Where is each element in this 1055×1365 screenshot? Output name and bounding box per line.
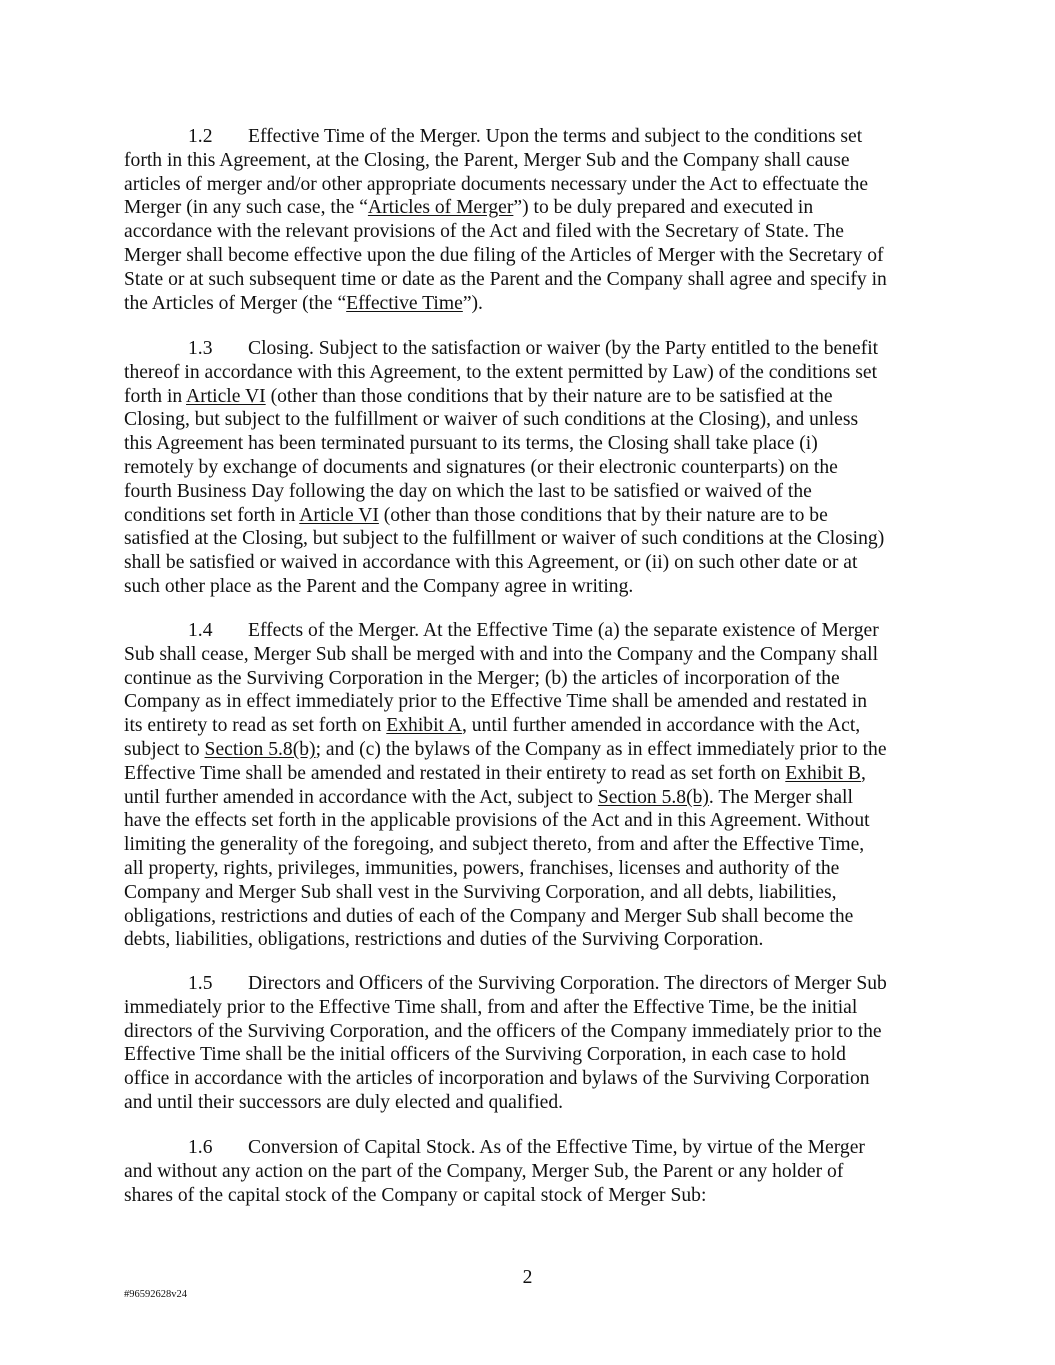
- section-1-3: [124, 337, 936, 599]
- defined-term-reference: Section 5.8(b): [597, 786, 709, 808]
- text-line: [124, 361, 936, 385]
- text-segment: the Articles of Merger (the “: [124, 292, 347, 314]
- text-segment: until further amended in accordance with the Act, subject to: [124, 786, 598, 808]
- text-line: [124, 480, 936, 504]
- text-segment: debts, liabilities, obligations, restrictions and duties of the Surviving Corporation.: [124, 929, 764, 951]
- text-line: [124, 786, 936, 810]
- section-number: 1.6: [188, 1137, 213, 1158]
- defined-term-reference: Exhibit A: [386, 715, 462, 737]
- text-segment: Merger (in any such case, the “: [124, 197, 368, 219]
- text-segment: such other place as the Parent and the Company agree in writing.: [124, 575, 634, 597]
- text-segment: Sub shall cease, Merger Sub shall be merged with and into the Company and the Company shall: [124, 643, 879, 665]
- text-line: [124, 1160, 936, 1184]
- text-segment: remotely by exchange of documents and signatures (or their electronic counterparts) on the: [124, 456, 838, 478]
- text-segment: State or at such subsequent time or date as the Parent and the Company shall agree and specify in: [124, 268, 887, 290]
- text-segment: Company as in effect immediately prior to the Effective Time shall be amended and restated in: [124, 691, 868, 713]
- text-line: [124, 809, 936, 833]
- text-segment: Merger shall become effective upon the due filing of the Articles of Merger with the Secretary of: [124, 244, 884, 266]
- section-1-4: [124, 619, 936, 952]
- text-line: [124, 551, 936, 575]
- text-line: [124, 738, 936, 762]
- text-segment: Directors and Officers of the Surviving Corporation. The directors of Merger Sub: [248, 973, 887, 994]
- page-number: 2: [522, 1267, 533, 1288]
- section-1-5: [124, 972, 936, 1115]
- section-number: 1.3: [188, 338, 213, 359]
- text-segment: immediately prior to the Effective Time shall, from and after the Effective Time, be the initial: [124, 996, 858, 1018]
- text-line: [124, 1184, 936, 1208]
- text-line: [124, 905, 936, 929]
- section-1-6: [124, 1136, 936, 1207]
- text-line: [124, 268, 936, 292]
- text-segment: Closing. Subject to the satisfaction or waiver (by the Party entitled to the benefit: [248, 338, 879, 359]
- text-line: [124, 173, 936, 197]
- text-segment: (other than those conditions that by their nature are to be satisfied at the: [265, 385, 833, 407]
- defined-term-reference: Exhibit B: [785, 762, 861, 784]
- text-segment: conditions set forth in: [124, 504, 300, 526]
- text-segment: ,: [860, 762, 866, 784]
- text-line: [124, 928, 936, 952]
- text-segment: Conversion of Capital Stock. As of the Effective Time, by virtue of the Merger: [248, 1137, 865, 1158]
- text-segment: Company and Merger Sub shall vest in the Surviving Corporation, and all debts, liabilities,: [124, 881, 837, 903]
- text-line: [124, 149, 936, 173]
- section-number: 1.4: [188, 620, 213, 641]
- text-segment: directors of the Surviving Corporation, and the officers of the Company immediately prior to the: [124, 1020, 882, 1042]
- text-segment: ”) to be duly prepared and executed in: [513, 197, 814, 219]
- text-segment: shall be satisfied or waived in accordance with this Agreement, or (ii) on such other date or at: [124, 552, 858, 574]
- text-line: [124, 1067, 936, 1091]
- text-segment: obligations, restrictions and duties of each of the Company and Merger Sub shall become the: [124, 905, 854, 927]
- text-line: [124, 385, 936, 409]
- text-line: [124, 881, 936, 905]
- text-segment: satisfied at the Closing, but subject to the fulfillment or waiver of such conditions at the Closing): [124, 528, 885, 550]
- text-segment: (other than those conditions that by their nature are to be: [378, 504, 828, 526]
- text-segment: forth in: [124, 385, 187, 407]
- text-line: [124, 504, 936, 528]
- text-segment: , until further amended in accordance with the Act,: [461, 715, 861, 737]
- text-segment: accordance with the relevant provisions of the Act and filed with the Secretary of State. The: [124, 221, 845, 243]
- text-segment: Effective Time shall be amended and restated in their entirety to read as set forth on: [124, 762, 786, 784]
- text-segment: Effective Time of the Merger. Upon the terms and subject to the conditions set: [248, 126, 863, 147]
- text-segment: continue as the Surviving Corporation in the Merger; (b) the articles of incorporation of the: [124, 667, 840, 689]
- text-line: [124, 432, 936, 456]
- text-segment: ; and (c) the bylaws of the Company as in effect immediately prior to the: [315, 738, 887, 760]
- text-line: [124, 292, 936, 316]
- text-segment: forth in this Agreement, at the Closing, the Parent, Merger Sub and the Company shall cause: [124, 149, 850, 171]
- text-segment: limiting the generality of the foregoing, and subject thereto, from and after the Effective Time,: [124, 834, 865, 856]
- text-line: [124, 244, 936, 268]
- text-line: [124, 690, 936, 714]
- text-line: [124, 833, 936, 857]
- text-segment: have the effects set forth in the applicable provisions of the Act and in this Agreement. Without: [124, 810, 870, 832]
- section-number: 1.5: [188, 973, 213, 994]
- text-line: [124, 762, 936, 786]
- text-line: [124, 575, 936, 599]
- text-line: [124, 1020, 936, 1044]
- text-segment: Effective Time shall be the initial officers of the Surviving Corporation, in each case to hold: [124, 1044, 846, 1066]
- document-id: #96592628v24: [124, 1289, 187, 1300]
- section-1-2: [124, 125, 936, 315]
- text-segment: Effects of the Merger. At the Effective Time (a) the separate existence of Merger: [248, 620, 879, 641]
- text-line: [124, 196, 936, 220]
- section-number: 1.2: [188, 126, 213, 147]
- defined-term-reference: Effective Time: [346, 292, 463, 314]
- text-line: [124, 220, 936, 244]
- text-line: [124, 643, 936, 667]
- text-segment: . The Merger shall: [708, 786, 853, 808]
- text-segment: Closing, but subject to the fulfillment or waiver of such conditions at the Closing), and unless: [124, 409, 859, 431]
- text-line: [124, 619, 936, 643]
- text-segment: and until their successors are duly elected and qualified.: [124, 1091, 564, 1113]
- text-line: [124, 667, 936, 691]
- text-line: [124, 527, 936, 551]
- defined-term-reference: Article VI: [186, 385, 266, 407]
- text-line: [124, 408, 936, 432]
- text-line: [124, 972, 936, 996]
- text-segment: thereof in accordance with this Agreement, to the extent permitted by Law) of the conditions set: [124, 361, 878, 383]
- text-line: [124, 714, 936, 738]
- text-line: [124, 456, 936, 480]
- text-line: [124, 1043, 936, 1067]
- text-line: [124, 337, 936, 361]
- text-segment: articles of merger and/or other appropriate documents necessary under the Act to effectuate the: [124, 173, 869, 195]
- text-segment: all property, rights, privileges, immunities, powers, franchises, licenses and authority of the: [124, 857, 840, 879]
- text-line: [124, 996, 936, 1020]
- text-segment: this Agreement has been terminated pursuant to its terms, the Closing shall take place (i): [124, 433, 818, 455]
- defined-term-reference: Article VI: [299, 504, 379, 526]
- text-segment: office in accordance with the articles of incorporation and bylaws of the Surviving Corporation: [124, 1068, 870, 1090]
- text-segment: fourth Business Day following the day on which the last to be satisfied or waived of the: [124, 480, 812, 502]
- text-segment: ”).: [462, 292, 483, 314]
- text-line: [124, 1091, 936, 1115]
- text-segment: subject to: [124, 738, 205, 760]
- text-line: [124, 1136, 936, 1160]
- text-segment: its entirety to read as set forth on: [124, 715, 387, 737]
- text-line: [124, 857, 936, 881]
- text-segment: shares of the capital stock of the Company or capital stock of Merger Sub:: [124, 1184, 707, 1206]
- text-line: [124, 125, 936, 149]
- text-segment: and without any action on the part of the Company, Merger Sub, the Parent or any holder of: [124, 1160, 844, 1182]
- defined-term-reference: Articles of Merger: [367, 197, 514, 219]
- defined-term-reference: Section 5.8(b): [204, 738, 316, 760]
